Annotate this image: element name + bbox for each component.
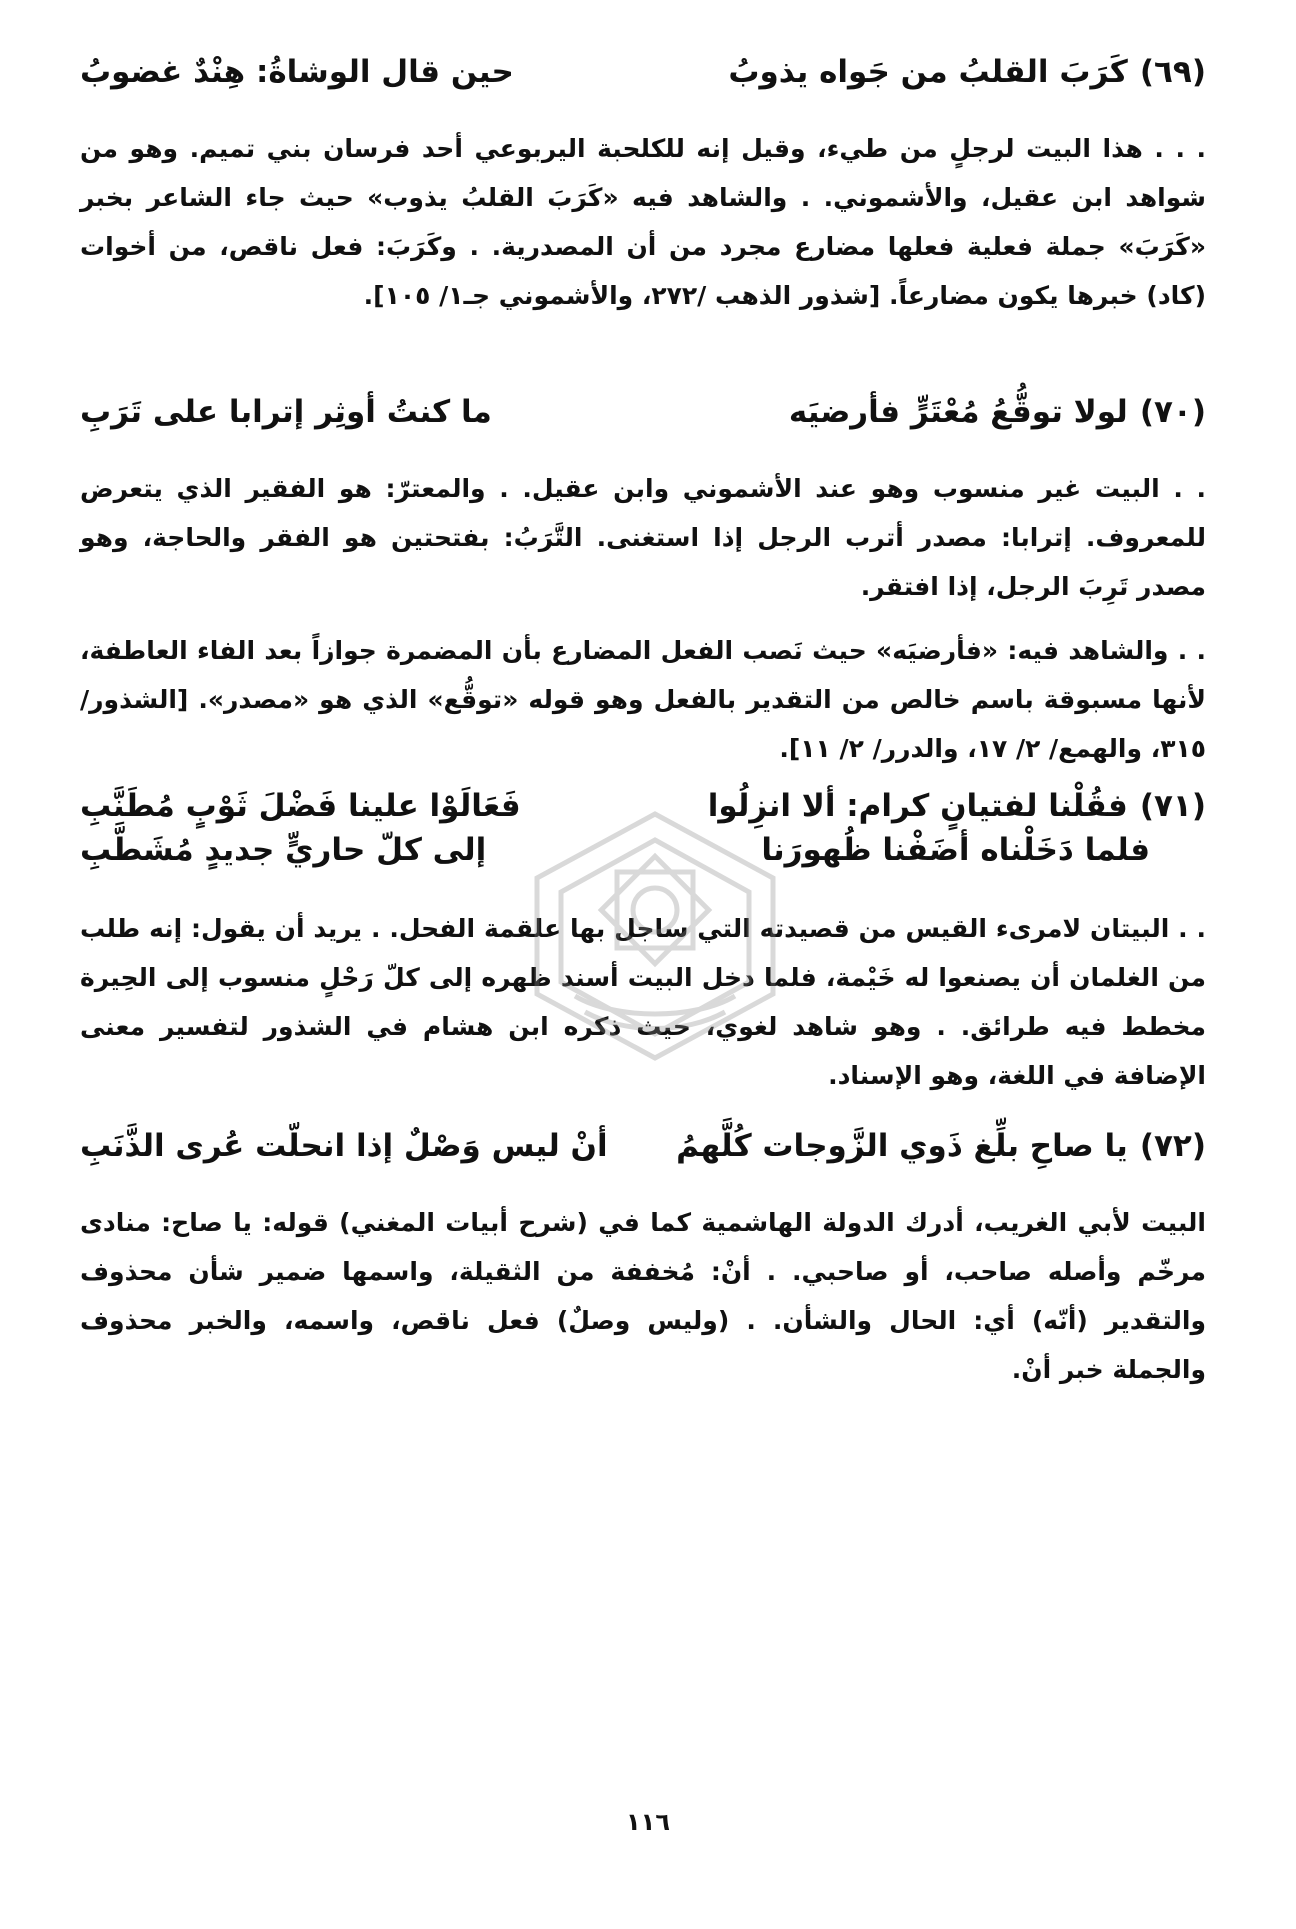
- hemistich-first: فلما دَخَلْناه أضَفْنا ظُهورَنا: [761, 832, 1150, 868]
- hemistich-second: إلى كلّ حاريٍّ جديدٍ مُشَطَّبِ: [80, 832, 487, 868]
- page-number: ١١٦: [626, 1808, 670, 1836]
- hemistich-first: يا صاحِ بلِّغ ذَوي الزَّوجات كُلَّهمُ: [676, 1128, 1128, 1164]
- hemistich-first-group: [676, 1124, 1206, 1168]
- commentary-paragraph: البيت لأبي الغريب، أدرك الدولة الهاشمية كما في (شرح أبيات المغني) قوله: يا صاح: منادى مرخّم وأصله صاحب، أو صاحبي. . أنْ: مُخففة من الثقيلة، واسمها ضمير شأن محذوف والتقدير (أنّه) أي: الحال والشأن. . (وليس وصلٌ) فعل ناقص، واسمه، والخبر محذوف والجملة خبر أنْ.: [80, 1208, 1206, 1384]
- hemistich-second: فَعَالَوْا علينا فَضْلَ ثَوْبٍ مُطَنَّبِ: [80, 788, 521, 824]
- hemistich-second: ما كنتُ أوثِر إترابا على تَرَبِ: [80, 394, 492, 430]
- hemistich-first-group: [728, 50, 1206, 94]
- verse-line: [80, 390, 1206, 434]
- verse-line: [80, 50, 1206, 94]
- entry-number: (٧١): [1139, 788, 1206, 824]
- hemistich-second: أنْ ليس وَصْلٌ إذا انحلّت عُرى الذَّنَبِ: [80, 1128, 608, 1164]
- hemistich-first: لولا توقُّعُ مُعْتَرٍّ فأرضيَه: [788, 394, 1128, 430]
- commentary-paragraph: . . والشاهد فيه: «فأرضيَه» حيث نَصب الفعل المضارع بأن المضمرة جوازاً بعد الفاء العاطفة، لأنها مسبوقة باسم خالص من التقدير بالفعل وهو قوله «توقُّع» الذي هو «مصدر». [الشذور/ ٣١٥، والهمع/ ٢/ ١٧، والدرر/ ٢/ ١١].: [80, 636, 1206, 763]
- hemistich-second: حين قال الوشاةُ: هِنْدٌ غضوبُ: [80, 54, 514, 90]
- verse-line: [80, 1124, 1206, 1168]
- hemistich-first: كَرَبَ القلبُ من جَواه يذوبُ: [728, 54, 1128, 90]
- entry-number: (٧٠): [1139, 394, 1206, 430]
- verse-70: [80, 390, 1206, 434]
- verse-72: [80, 1124, 1206, 1168]
- commentary-paragraph: . . البيت غير منسوب وهو عند الأشموني وابن عقيل. . والمعترّ: هو الفقير الذي يتعرض للمعروف. إترابا: مصدر أترب الرجل إذا استغنى. التَّرَبُ: بفتحتين هو الفقر والحاجة، وهو مصدر تَرِبَ الرجل، إذا افتقر.: [80, 474, 1206, 601]
- hemistich-first: فقُلْنا لفتيانٍ كرام: ألا انزِلُوا: [707, 788, 1128, 824]
- hemistich-first-group: [789, 390, 1206, 434]
- entry-number: (٦٩): [1139, 54, 1206, 90]
- verse-69: [80, 50, 1206, 94]
- library-stamp-icon: [505, 806, 805, 1066]
- entry-number: (٧٢): [1139, 1128, 1206, 1164]
- commentary-paragraph: . . البيتان لامرىء القيس من قصيدته التي ساجل بها علقمة الفحل. . يريد أن يقول: إنه طلب من الغلمان أن يصنعوا له خَيْمة، فلما دخل البيت أسند ظهره إلى كلّ رَحْلٍ منسوب إلى الحِيرة مخطط فيه طرائق. . وهو شاهد لغوي، حيث ذكره ابن هشام في الشذور لتفسير معنى الإضافة في اللغة، وهو الإسناد.: [80, 914, 1206, 1090]
- commentary-paragraph: . . . هذا البيت لرجلٍ من طيء، وقيل إنه للكلحبة اليربوعي أحد فرسان بني تميم. وهو من شواهد ابن عقيل، والأشموني. . والشاهد فيه «كَرَبَ القلبُ يذوب» حيث جاء الشاعر بخبر «كَرَبَ» جملة فعلية فعلها مضارع مجرد من أن المصدرية. . وكَرَبَ: فعل ناقص، من أخوات (كاد) خبرها يكون مضارعاً. [شذور الذهب /٢٧٢، والأشموني جـ١/ ١٠٥].: [80, 134, 1206, 310]
